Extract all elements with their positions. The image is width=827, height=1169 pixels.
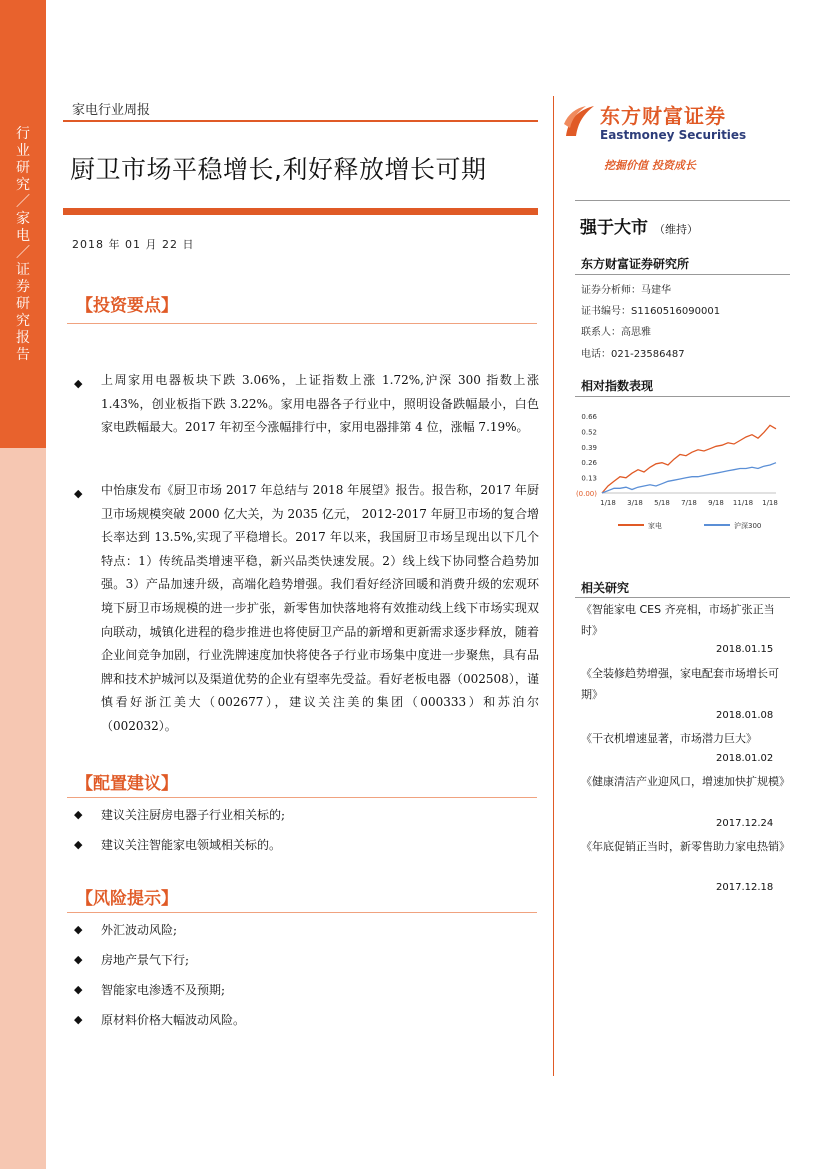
rating-sub: （维持）: [654, 223, 698, 236]
report-date: 2018 年 01 月 22 日: [72, 238, 195, 251]
rating: [580, 213, 698, 238]
related-item-date: 2017.12.24: [716, 818, 774, 829]
institute-name: 东方财富证券研究所: [581, 257, 690, 271]
x-tick-label: 3/18: [627, 499, 643, 507]
section-heading-investment: 【投资要点】: [76, 296, 178, 316]
report-type-label: 家电行业周报: [72, 103, 151, 118]
allocation-item: 建议关注智能家电领域相关标的。: [101, 838, 282, 852]
series-line: [602, 425, 776, 493]
bullet-icon: ◆: [74, 983, 83, 996]
related-item-title[interactable]: 《全装修趋势增强，家电配套市场增长可期》: [581, 667, 779, 701]
x-tick-label: 7/18: [681, 499, 697, 507]
related-item-title[interactable]: 《健康清洁产业迎风口，增速加快扩规模》: [581, 775, 790, 788]
contact-person: 联系人：高思雅: [581, 327, 651, 338]
rating-label: 强于大市: [580, 218, 648, 238]
brand-name-cn: 东方财富证券: [600, 104, 726, 128]
chart-heading-rule: [575, 396, 790, 397]
y-tick-label: (0.00): [576, 490, 597, 498]
y-tick-label: 0.39: [581, 443, 597, 452]
allocation-item: 建议关注厨房电器子行业相关标的;: [101, 808, 286, 822]
relative-index-chart: [576, 408, 788, 538]
risk-item: 智能家电渗透不及预期;: [101, 983, 226, 997]
x-tick-label: 1/18: [762, 499, 778, 507]
related-heading-rule: [575, 597, 790, 598]
header-divider: [63, 120, 538, 122]
phone-number: 电话：021-23586487: [581, 349, 685, 360]
rating-rule: [575, 200, 790, 201]
x-tick-label: 11/18: [732, 499, 754, 507]
bullet-icon: ◆: [74, 838, 83, 851]
paragraph-market: 上周家用电器板块下跌 3.06%，上证指数上涨 1.72%,沪深 300 指数上涨 1.43%，创业板指下跌 3.22%。家用电器各子行业中，照明设备跌幅最小，白色家电跌幅最大。2017 年初至今涨幅排行中，家用电器排第 4 位，涨幅 7.19%。: [101, 373, 539, 435]
x-tick-label: 1/18: [600, 499, 616, 507]
risk-item: 房地产景气下行;: [101, 953, 190, 967]
risk-item: 外汇波动风险;: [101, 923, 178, 937]
analyst-name: 证券分析师：马建华: [581, 285, 671, 296]
section-heading-risk: 【风险提示】: [76, 889, 178, 909]
title-bar: [63, 208, 538, 215]
brand-name-en: Eastmoney Securities: [600, 128, 747, 142]
risk-item: 原材料价格大幅波动风险。: [101, 1013, 246, 1027]
bullet-icon: ◆: [74, 953, 83, 966]
related-item-date: 2018.01.08: [716, 710, 774, 721]
institute-rule: [575, 274, 790, 275]
x-tick-label: 5/18: [654, 499, 670, 507]
chart-heading: 相对指数表现: [581, 379, 654, 393]
paragraph-kitchen-report: 中怡康发布《厨卫市场 2017 年总结与 2018 年展望》报告。报告称，2017 年厨卫市场规模突破 2000 亿大关，为 2035 亿元， 2012-2017 年厨卫市场的复合增长率达到 13.5%,实现了平稳增长。2017 年以来，我国厨卫市场呈现出以下几个特点：1）传统品类增速平稳，新兴品类快速发展。2）线上线下协同整合趋势加强。3）产品加速升级，高端化趋势增强。我们看好经济回暖和消费升级的宏观环境下厨卫市场规模的进一步扩张，新零售加快落地将有效推动线上线下市场实现双向联动，城镇化进程的稳步推进也将使厨卫产品的新增和更新需求逐步释放，随着企业间竞争加剧，行业洗牌速度加快将使各子行业市场集中度进一步聚焦，具有品牌和技术护城河以及渠道优势的企业有望率先受益。看好老板电器（002508），谨慎看好浙江美大（002677），建议关注美的集团（000333）和苏泊尔（002032）。: [101, 483, 539, 733]
section-rule: [67, 797, 537, 798]
column-divider: [553, 96, 554, 1076]
related-item-title[interactable]: 《干衣机增速显著，市场潜力巨大》: [581, 732, 757, 745]
legend-label: 沪深300: [734, 522, 762, 530]
legend-label: 家电: [648, 522, 662, 530]
bullet-icon: ◆: [74, 1013, 83, 1026]
related-item-date: 2018.01.02: [716, 753, 774, 764]
cert-number: 证书编号：S1160516090001: [581, 306, 721, 317]
sidebar-category-text: 行业研究／家电／证券研究报告: [16, 126, 30, 363]
sidebar-band-light: [0, 448, 46, 1169]
x-tick-label: 9/18: [708, 499, 724, 507]
section-heading-allocation: 【配置建议】: [76, 774, 178, 794]
related-item-title[interactable]: 《年底促销正当时，新零售助力家电热销》: [581, 840, 790, 853]
related-item-date: 2018.01.15: [716, 644, 774, 655]
y-tick-label: 0.52: [581, 428, 597, 437]
bullet-icon: ◆: [74, 377, 83, 390]
bullet-icon: ◆: [74, 808, 83, 821]
report-title: 厨卫市场平稳增长,利好释放增长可期: [70, 155, 487, 184]
y-tick-label: 0.66: [581, 413, 597, 421]
y-tick-label: 0.26: [581, 459, 597, 468]
bullet-icon: ◆: [74, 923, 83, 936]
related-item-date: 2017.12.18: [716, 882, 774, 893]
brand-slogan: 挖掘价值 投资成长: [604, 159, 696, 172]
section-rule: [67, 323, 537, 324]
y-tick-label: 0.13: [581, 474, 597, 483]
related-heading: 相关研究: [581, 581, 630, 595]
related-item-title[interactable]: 《智能家电 CES 齐亮相，市场扩张正当时》: [581, 603, 775, 637]
bullet-icon: ◆: [74, 487, 83, 500]
eastmoney-logo-icon: [562, 100, 596, 140]
series-line: [602, 463, 776, 493]
section-rule: [67, 912, 537, 913]
